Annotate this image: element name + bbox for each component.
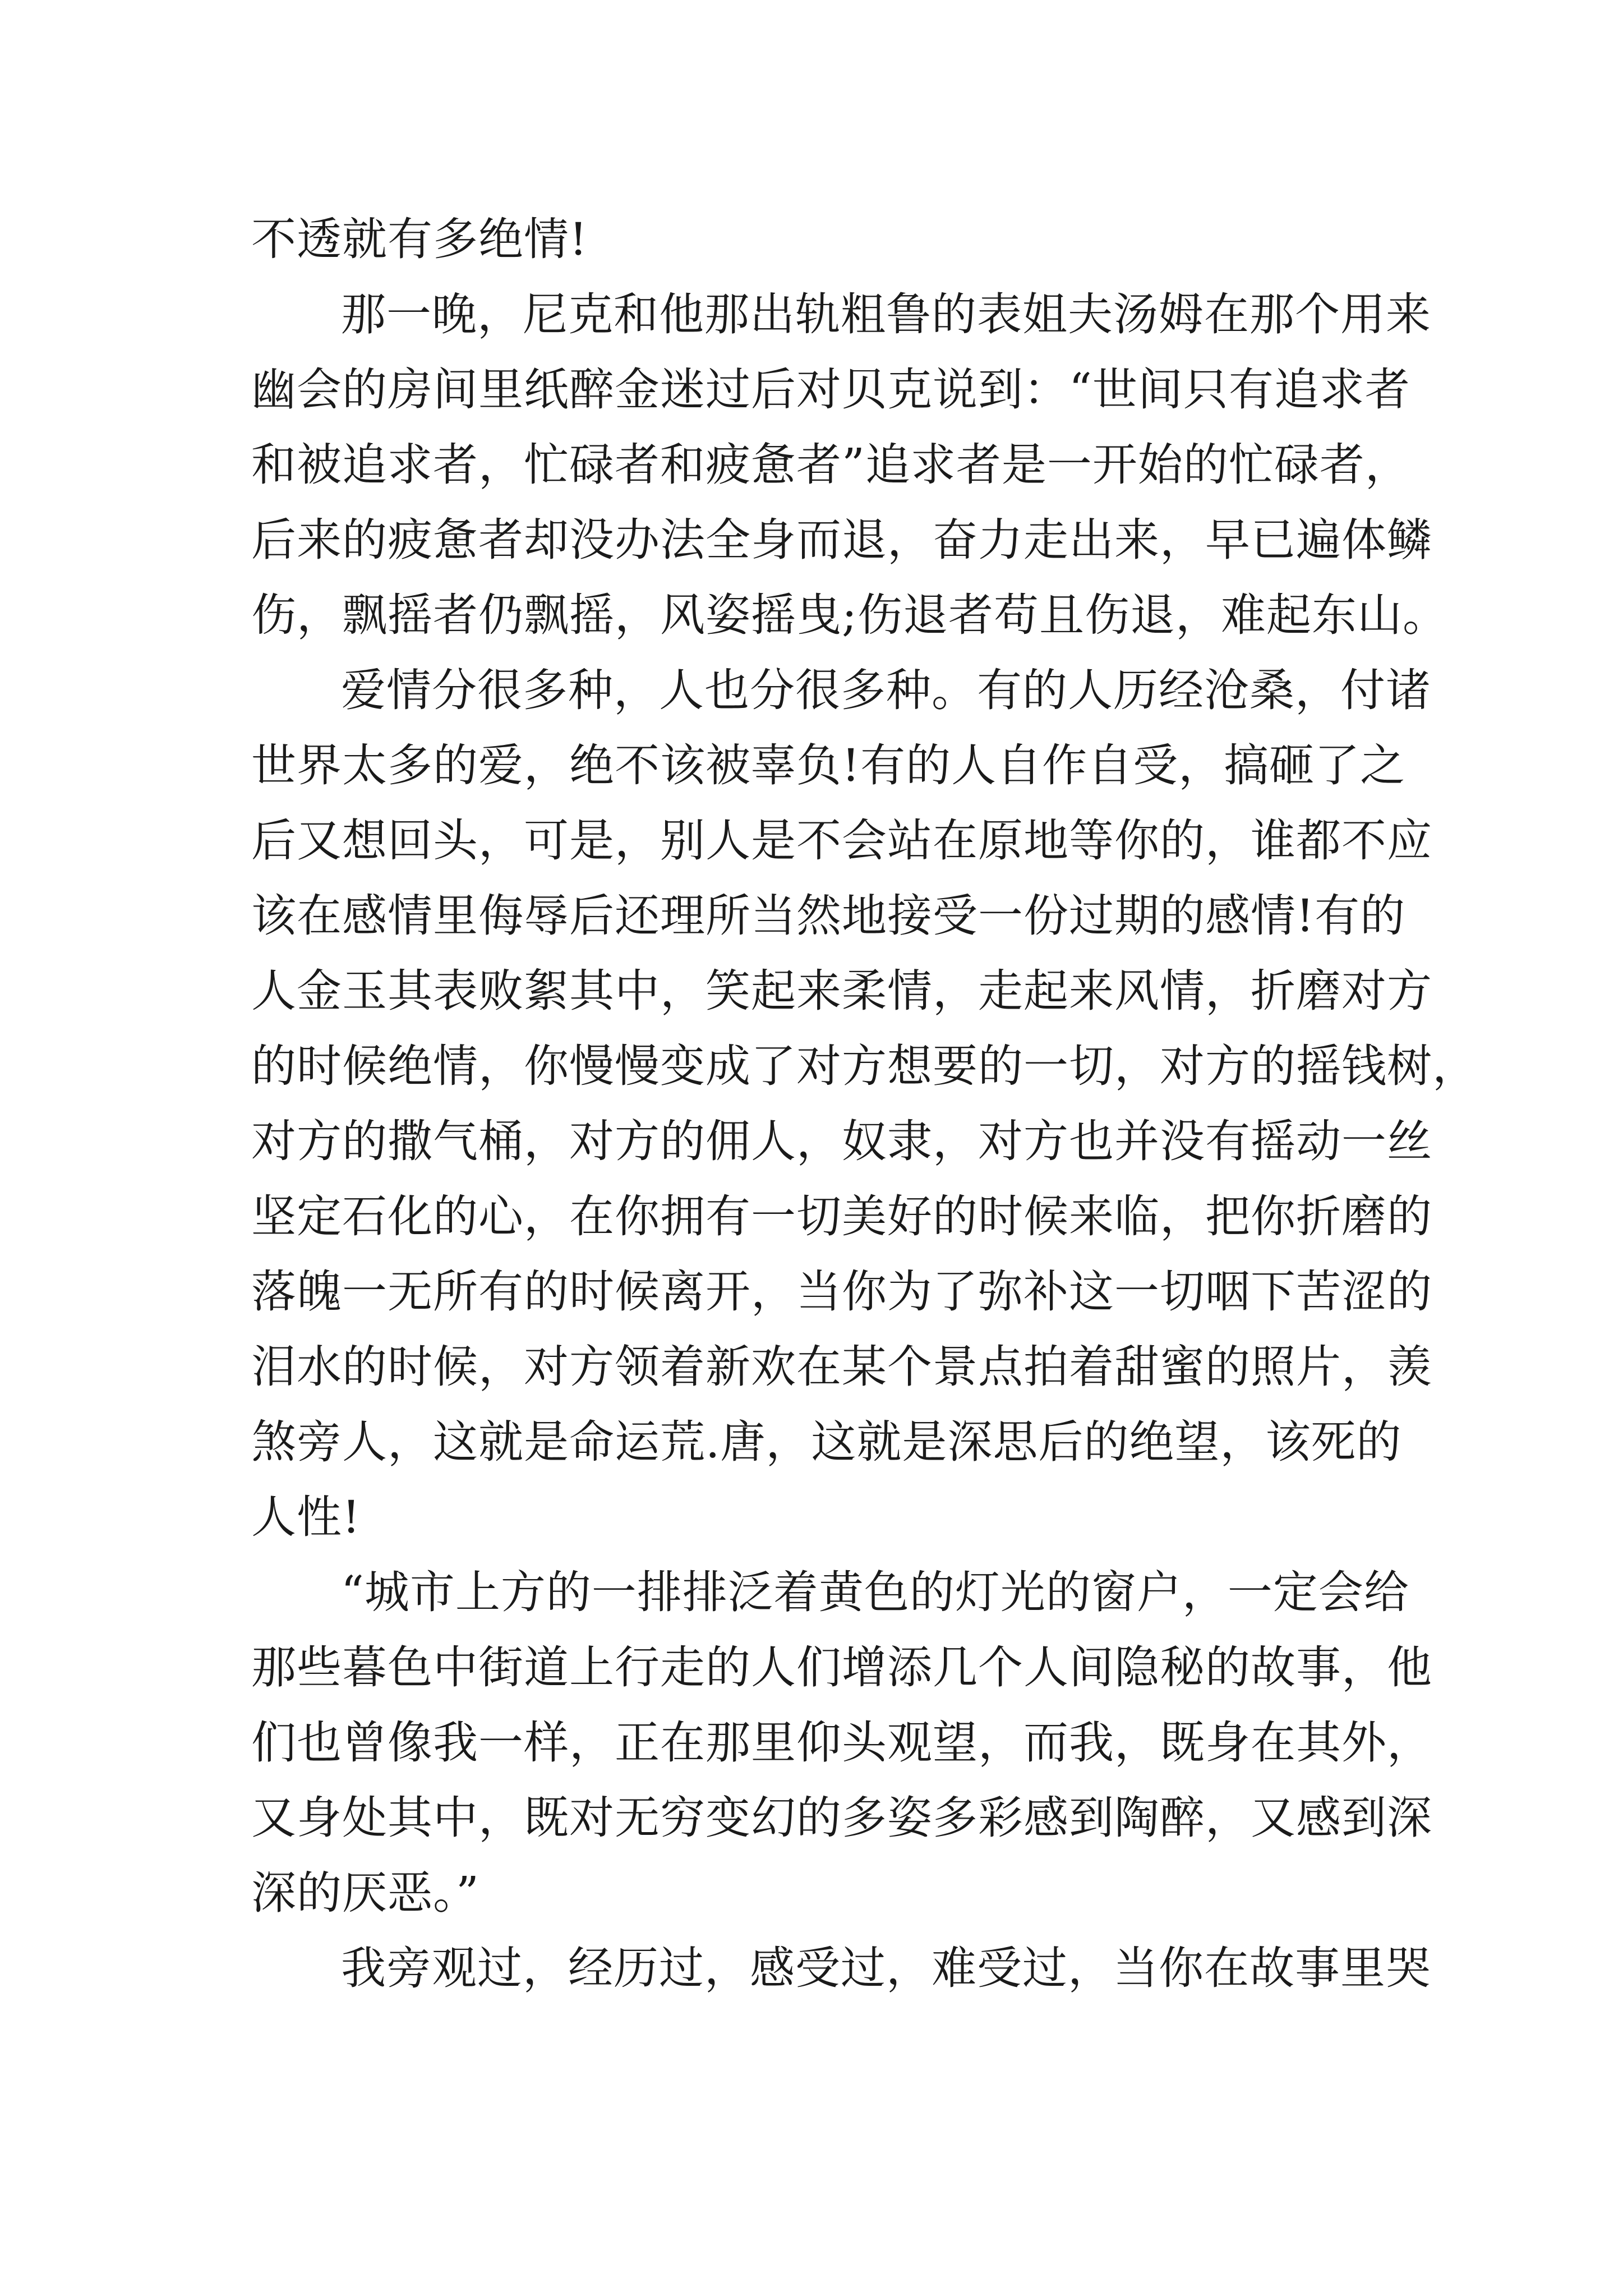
text-line: 们也曾像我一样，正在那里仰头观望，而我，既身在其外， xyxy=(251,1717,1432,1769)
text-line: 那些暮色中街道上行走的人们增添几个人间隐秘的故事，他 xyxy=(251,1641,1432,1694)
text-line: 落魄一无所有的时候离开，当你为了弥补这一切咽下苦涩的 xyxy=(251,1266,1432,1318)
text-line: 和被追求者，忙碌者和疲惫者”追求者是一开始的忙碌者， xyxy=(251,439,1410,491)
text-line: 煞旁人，这就是命运荒.唐，这就是深思后的绝望，该死的 xyxy=(251,1416,1402,1468)
text-line: 人金玉其表败絮其中，笑起来柔情，走起来风情，折磨对方 xyxy=(251,965,1432,1017)
text-line: 世界太多的爱，绝不该被辜负!有的人自作自受，搞砸了之 xyxy=(251,739,1406,792)
text-line: 又身处其中，既对无穷变幻的多姿多彩感到陶醉，又感到深 xyxy=(251,1792,1432,1844)
text-line: 深的厌恶。” xyxy=(251,1867,479,1919)
text-line: 坚定石化的心，在你拥有一切美好的时候来临，把你折磨的 xyxy=(251,1190,1432,1243)
text-line: 后来的疲惫者却没办法全身而退，奋力走出来，早已遍体鳞 xyxy=(251,514,1432,566)
text-line: 的时候绝情，你慢慢变成了对方想要的一切，对方的摇钱树， xyxy=(251,1040,1478,1092)
text-line: 对方的撒气桶，对方的佣人，奴隶，对方也并没有摇动一丝 xyxy=(251,1115,1432,1167)
text-line: 那一晚，尼克和他那出轨粗鲁的表姐夫汤姆在那个用来 xyxy=(341,288,1431,341)
body-text xyxy=(251,202,1478,2006)
text-line: 爱情分很多种，人也分很多种。有的人历经沧桑，付诸 xyxy=(341,664,1431,716)
text-line: 人性! xyxy=(251,1491,361,1543)
text-line: 泪水的时候，对方领着新欢在某个景点拍着甜蜜的照片，羡 xyxy=(251,1341,1432,1393)
text-line: “城市上方的一排排泛着黄色的灯光的窗户，一定会给 xyxy=(341,1566,1409,1618)
text-line: 幽会的房间里纸醉金迷过后对贝克说到：“世间只有追求者 xyxy=(251,364,1410,416)
text-line: 伤，飘摇者仍飘摇，风姿摇曳;伤退者苟且伤退，难起东山。 xyxy=(251,589,1448,641)
text-line: 我旁观过，经历过，感受过，难受过，当你在故事里哭 xyxy=(341,1942,1431,1994)
text-line: 不透就有多绝情! xyxy=(251,213,588,265)
text-line: 该在感情里侮辱后还理所当然地接受一份过期的感情!有的 xyxy=(251,890,1406,942)
text-line: 后又想回头，可是，别人是不会站在原地等你的，谁都不应 xyxy=(251,815,1432,867)
